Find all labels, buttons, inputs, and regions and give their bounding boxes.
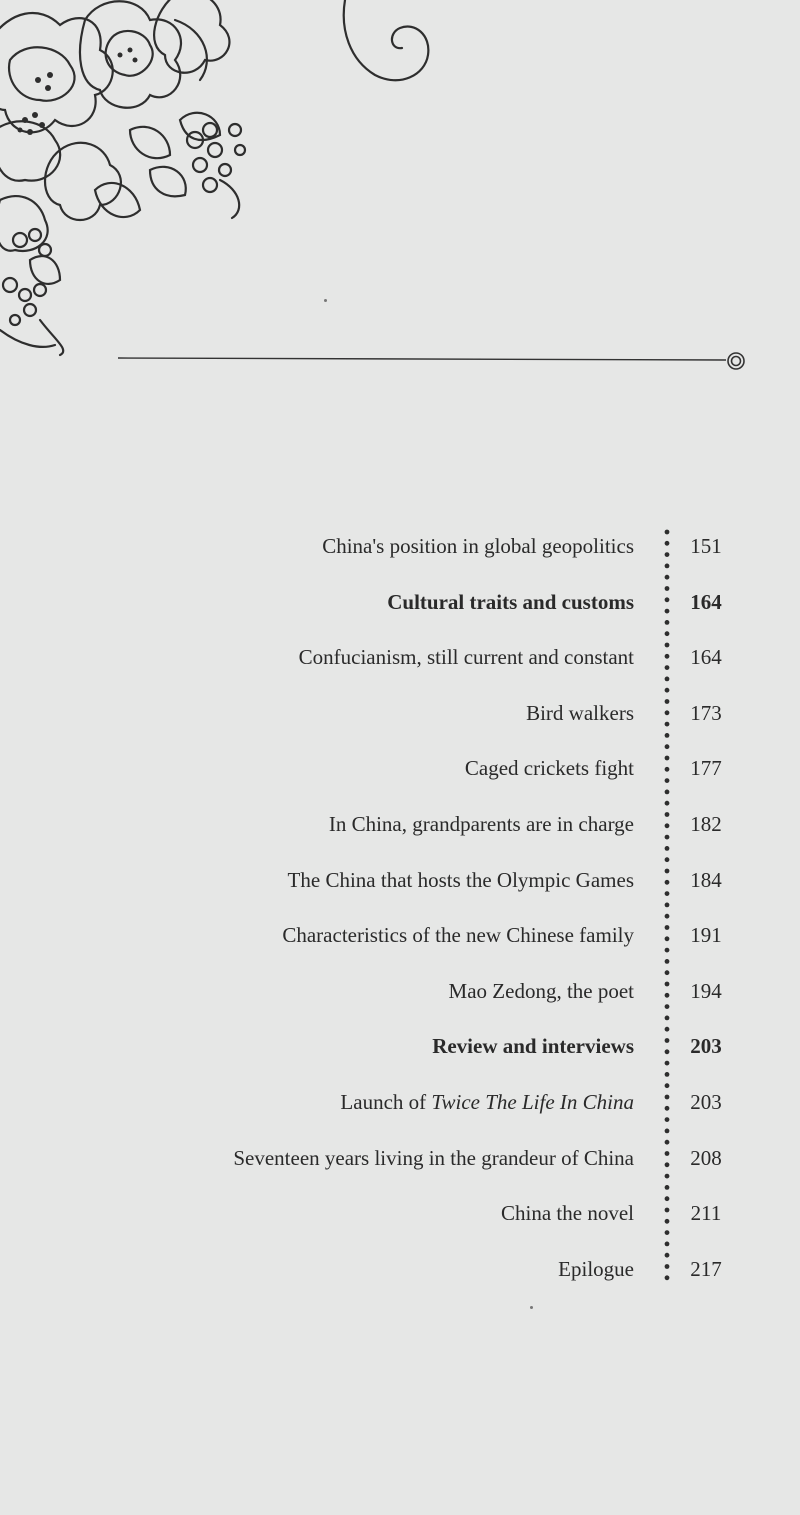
- toc-entry-title: Epilogue: [558, 1257, 634, 1281]
- toc-entry-title: China's position in global geopolitics: [322, 534, 634, 558]
- separator-dot: [665, 1253, 670, 1258]
- toc-entry-page: 184: [690, 868, 722, 892]
- separator-dot: [665, 552, 670, 557]
- separator-dot: [665, 1106, 670, 1111]
- separator-dot: [665, 1072, 670, 1077]
- separator-dot: [665, 744, 670, 749]
- separator-dot: [665, 914, 670, 919]
- floral-corner-ornament: [0, 0, 800, 400]
- separator-dot: [665, 790, 670, 795]
- separator-dot: [665, 1061, 670, 1066]
- toc-entry-title: Mao Zedong, the poet: [448, 979, 634, 1003]
- toc-entry-page: 164: [690, 590, 722, 614]
- separator-dot: [665, 982, 670, 987]
- toc-entry-title-italic: Twice The Life In China: [431, 1090, 634, 1114]
- separator-dot: [665, 699, 670, 704]
- separator-dot: [665, 857, 670, 862]
- toc-entry-page: 203: [690, 1034, 722, 1058]
- separator-dot: [665, 993, 670, 998]
- separator-dot: [665, 1208, 670, 1213]
- separator-dot: [665, 903, 670, 908]
- separator-dot: [665, 643, 670, 648]
- separator-dot: [665, 1027, 670, 1032]
- separator-dot: [665, 575, 670, 580]
- separator-dot: [665, 710, 670, 715]
- separator-dot: [665, 801, 670, 806]
- separator-dot: [665, 1264, 670, 1269]
- separator-dot: [665, 925, 670, 930]
- toc-entry-title: In China, grandparents are in charge: [328, 812, 634, 836]
- separator-dot: [665, 948, 670, 953]
- separator-dot: [665, 756, 670, 761]
- separator-dot: [665, 620, 670, 625]
- toc-entry-page: 173: [690, 701, 722, 725]
- toc-entry-page: 217: [690, 1257, 722, 1281]
- separator-dot: [665, 767, 670, 772]
- separator-dot: [665, 1162, 670, 1167]
- separator-dot: [665, 1140, 670, 1145]
- separator-dot: [665, 812, 670, 817]
- dotted-separator: [655, 528, 679, 1288]
- paper-speck: [324, 299, 327, 302]
- separator-dot: [665, 541, 670, 546]
- toc-entry-title: Characteristics of the new Chinese family: [282, 923, 634, 947]
- separator-dot: [665, 1117, 670, 1122]
- separator-dot: [665, 564, 670, 569]
- separator-dot: [665, 880, 670, 885]
- separator-dot: [665, 936, 670, 941]
- separator-dot: [665, 1242, 670, 1247]
- divider-line: [118, 358, 726, 360]
- toc-entry-title: The China that hosts the Olympic Games: [287, 868, 634, 892]
- toc-entry-title: [340, 1092, 634, 1113]
- separator-dot: [665, 835, 670, 840]
- separator-dot: [665, 891, 670, 896]
- toc-entry-page: 177: [690, 756, 722, 780]
- separator-dot: [665, 631, 670, 636]
- toc-entry-page: 182: [690, 812, 722, 836]
- separator-dot: [665, 1174, 670, 1179]
- separator-dot: [665, 586, 670, 591]
- separator-dot: [665, 722, 670, 727]
- toc-entry-page: 203: [690, 1090, 722, 1114]
- toc-entry-title: China the novel: [501, 1201, 634, 1225]
- separator-dot: [665, 665, 670, 670]
- toc-entry-page: 211: [690, 1201, 722, 1225]
- separator-dot: [665, 1219, 670, 1224]
- separator-dot: [665, 530, 670, 535]
- separator-dot: [665, 1083, 670, 1088]
- separator-dot: [665, 1151, 670, 1156]
- separator-dot: [665, 1129, 670, 1134]
- separator-dot: [665, 959, 670, 964]
- separator-dot: [665, 1230, 670, 1235]
- separator-dot: [665, 778, 670, 783]
- separator-dot: [665, 1095, 670, 1100]
- separator-dot: [665, 1185, 670, 1190]
- separator-dot: [665, 1004, 670, 1009]
- separator-dot: [665, 1196, 670, 1201]
- separator-dot: [665, 1049, 670, 1054]
- toc-entry-title: Confucianism, still current and constant: [298, 645, 634, 669]
- separator-dot: [665, 1038, 670, 1043]
- toc-entry-title: Caged crickets fight: [464, 756, 634, 780]
- separator-dot: [665, 733, 670, 738]
- toc-entry-title: Seventeen years living in the grandeur of China: [233, 1146, 634, 1170]
- separator-dot: [665, 609, 670, 614]
- toc-entry-title-prefix: Launch of: [340, 1090, 432, 1114]
- toc-entry-page: 194: [690, 979, 722, 1003]
- separator-dot: [665, 823, 670, 828]
- separator-dot: [665, 1275, 670, 1280]
- separator-dot: [665, 677, 670, 682]
- toc-entry-page: 164: [690, 645, 722, 669]
- toc-entry-title: Cultural traits and customs: [387, 590, 634, 614]
- separator-dot: [665, 654, 670, 659]
- separator-dot: [665, 970, 670, 975]
- toc-entry-page: 151: [690, 534, 722, 558]
- separator-dot: [665, 1016, 670, 1021]
- separator-dot: [665, 597, 670, 602]
- toc-entry-page: 208: [690, 1146, 722, 1170]
- separator-dot: [665, 688, 670, 693]
- double-circle-ornament: [728, 353, 744, 369]
- toc-entry-title: Review and interviews: [432, 1034, 634, 1058]
- toc-entry-page: 191: [690, 923, 722, 947]
- separator-dot: [665, 846, 670, 851]
- toc-entry-title: Bird walkers: [526, 701, 634, 725]
- paper-speck: [530, 1306, 533, 1309]
- separator-dot: [665, 869, 670, 874]
